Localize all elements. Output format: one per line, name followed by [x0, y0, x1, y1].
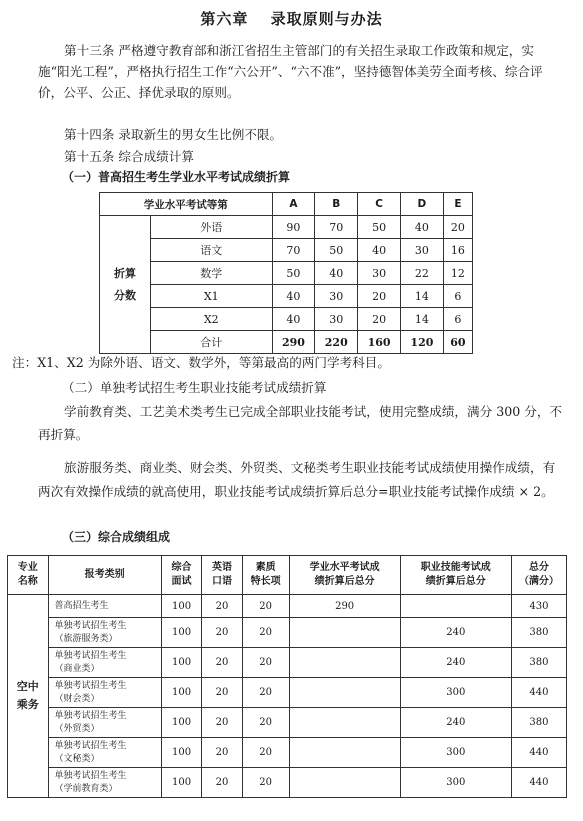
table1-total-cell: 120 — [401, 331, 444, 354]
table1-cell: 14 — [401, 285, 444, 308]
table1-cell: 16 — [443, 239, 472, 262]
table2-cell — [289, 768, 400, 798]
table1-subject: 语文 — [151, 239, 273, 262]
table1-cell: 50 — [358, 216, 401, 239]
table2-cell: 100 — [161, 595, 202, 618]
table1-cell: 40 — [315, 262, 358, 285]
table2-header: 英语 口语 — [202, 556, 243, 595]
table1-cell: 6 — [443, 308, 472, 331]
table2-cell: 300 — [400, 768, 511, 798]
table2-cell: 290 — [289, 595, 400, 618]
table1-cell: 40 — [272, 285, 315, 308]
table1-corner: 学业水平考试等第 — [100, 193, 273, 216]
table2-cell: 100 — [161, 618, 202, 648]
table2-cell: 100 — [161, 648, 202, 678]
table2-cell: 240 — [400, 618, 511, 648]
table2-cell — [289, 618, 400, 648]
grade-conversion-table — [99, 192, 473, 354]
table1-cell: 40 — [272, 308, 315, 331]
table1-cell: 30 — [358, 262, 401, 285]
table1-cell: 50 — [272, 262, 315, 285]
table1-total-cell: 60 — [443, 331, 472, 354]
table2-cell: 20 — [202, 708, 243, 738]
table2-cell: 440 — [511, 738, 566, 768]
section-3-heading: （三）综合成绩组成 — [62, 530, 171, 544]
table2-cell — [400, 595, 511, 618]
table2-header: 专业 名称 — [8, 556, 49, 595]
table2-header: 职业技能考试成 绩折算后总分 — [400, 556, 511, 595]
table1-cell: 40 — [401, 216, 444, 239]
table2-cell: 20 — [202, 738, 243, 768]
table1-cell: 6 — [443, 285, 472, 308]
table2-cell: 20 — [202, 648, 243, 678]
table2-category: 普高招生考生 — [48, 595, 161, 618]
table2-header: 学业水平考试成 绩折算后总分 — [289, 556, 400, 595]
table2-cell: 380 — [511, 708, 566, 738]
table2-cell — [289, 648, 400, 678]
table1-total-cell: 160 — [358, 331, 401, 354]
table1-grade: E — [443, 193, 472, 216]
table2-header: 素质 特长项 — [242, 556, 289, 595]
table2-cell: 20 — [242, 768, 289, 798]
table1-cell: 22 — [401, 262, 444, 285]
table1-subject: 数学 — [151, 262, 273, 285]
section-1-heading: （一）普高招生考生学业水平考试成绩折算 — [62, 170, 291, 184]
table2-cell: 20 — [242, 618, 289, 648]
table1-cell: 20 — [358, 308, 401, 331]
table2-cell — [289, 678, 400, 708]
table2-cell: 20 — [202, 768, 243, 798]
table1-grade: C — [358, 193, 401, 216]
table2-cell: 440 — [511, 678, 566, 708]
article-14: 第十四条 录取新生的男女生比例不限。 — [64, 127, 283, 142]
table1-cell: 30 — [315, 308, 358, 331]
table2-header: 综合 面试 — [161, 556, 202, 595]
table1-cell: 20 — [443, 216, 472, 239]
table2-cell: 380 — [511, 648, 566, 678]
table1-subject: 外语 — [151, 216, 273, 239]
table1-grade: A — [272, 193, 315, 216]
table1-subject: X2 — [151, 308, 273, 331]
table1-cell: 70 — [315, 216, 358, 239]
article-13: 第十三条 严格遵守教育部和浙江省招生主管部门的有关招生录取工作政策和规定，实施“阳光工程”，严格执行招生工作“六公开”、“六不准”，坚持德智体美劳全面考核、综合评价，公平、公正、择优录取的原则。 — [38, 43, 543, 100]
table2-cell: 100 — [161, 678, 202, 708]
table2-category: 单独考试招生考生 （外贸类） — [48, 708, 161, 738]
table2-header: 总分 （满分） — [511, 556, 566, 595]
table1-cell: 50 — [315, 239, 358, 262]
table2-cell: 440 — [511, 768, 566, 798]
table1-cell: 20 — [358, 285, 401, 308]
table2-cell: 20 — [242, 648, 289, 678]
table1-grade: D — [401, 193, 444, 216]
table2-cell: 20 — [242, 738, 289, 768]
table2-cell: 100 — [161, 768, 202, 798]
table2-cell: 240 — [400, 708, 511, 738]
table2-cell: 100 — [161, 738, 202, 768]
table2-cell: 240 — [400, 648, 511, 678]
paragraph-2a: 学前教育类、工艺美术类考生已完成全部职业技能考试，使用完整成绩，满分 300 分，不再折算。 — [38, 404, 563, 442]
table1-grade: B — [315, 193, 358, 216]
chapter-title: 第六章 录取原则与办法 — [200, 10, 383, 28]
table1-cell: 30 — [315, 285, 358, 308]
table2-cell: 20 — [202, 595, 243, 618]
table2-category: 单独考试招生考生 （文秘类） — [48, 738, 161, 768]
table2-cell: 20 — [242, 678, 289, 708]
table1-total-cell: 220 — [315, 331, 358, 354]
table2-cell: 20 — [242, 595, 289, 618]
table2-cell: 20 — [202, 678, 243, 708]
table1-cell: 12 — [443, 262, 472, 285]
table1-cell: 14 — [401, 308, 444, 331]
table2-cell: 430 — [511, 595, 566, 618]
table2-major: 空中 乘务 — [8, 595, 49, 798]
table1-cell: 40 — [358, 239, 401, 262]
table2-category: 单独考试招生考生 （旅游服务类） — [48, 618, 161, 648]
paragraph-2b: 旅游服务类、商业类、财会类、外贸类、文秘类考生职业技能考试成绩使用操作成绩，有两次有效操作成绩的就高使用，职业技能考试成绩折算后总分=职业技能考试操作成绩 × 2。 — [38, 460, 556, 499]
table2-cell — [289, 738, 400, 768]
table1-cell: 70 — [272, 239, 315, 262]
table1-side-label: 折算 分数 — [100, 216, 151, 354]
table2-cell — [289, 708, 400, 738]
table1-note: 注：X1、X2 为除外语、语文、数学外，等第最高的两门学考科目。 — [12, 355, 390, 370]
table2-cell: 300 — [400, 678, 511, 708]
table1-total-label: 合计 — [151, 331, 273, 354]
table2-category: 单独考试招生考生 （学前教育类） — [48, 768, 161, 798]
table2-cell: 20 — [242, 708, 289, 738]
table2-cell: 20 — [202, 618, 243, 648]
article-15: 第十五条 综合成绩计算 — [64, 149, 194, 164]
table2-category: 单独考试招生考生 （财会类） — [48, 678, 161, 708]
table1-subject: X1 — [151, 285, 273, 308]
table2-category: 单独考试招生考生 （商业类） — [48, 648, 161, 678]
table2-cell: 100 — [161, 708, 202, 738]
table2-cell: 300 — [400, 738, 511, 768]
table1-cell: 30 — [401, 239, 444, 262]
table1-cell: 90 — [272, 216, 315, 239]
section-2-heading: （二）单独考试招生考生职业技能考试成绩折算 — [62, 380, 327, 395]
table2-header: 报考类别 — [48, 556, 161, 595]
table1-total-cell: 290 — [272, 331, 315, 354]
table2-cell: 380 — [511, 618, 566, 648]
composite-score-table — [7, 555, 567, 798]
